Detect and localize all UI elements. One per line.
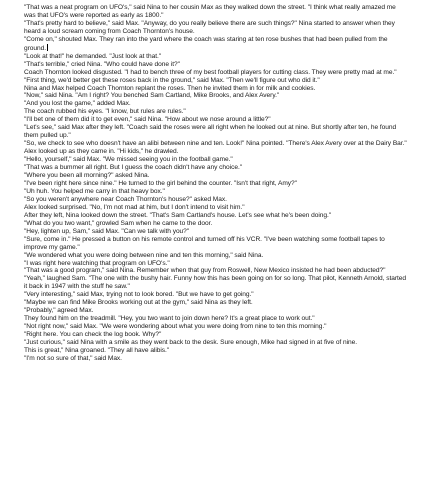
paragraph-26: "Sure, come in." He pressed a button on his remote control and turned off his VCR. "I've been watching some football tapes to improve my game." xyxy=(24,235,385,251)
paragraph-2: "That's pretty hard to believe," said Max. "Anyway, do you really believe there are such things?" Nina started to answer when they heard a loud scream coming from Coach Thornton's house. xyxy=(24,19,395,35)
paragraph-28: "I was right here watching that program on UFO's." xyxy=(24,259,170,267)
paragraph-31: "Very interesting," said Max, trying not to look bored. "But we have to get going." xyxy=(24,291,254,299)
paragraph-15: Alex looked up as they came in. "Hi kids," he drawled. xyxy=(24,148,179,156)
paragraph-3 xyxy=(24,36,408,53)
paragraph-20: "Uh huh. You helped me carry in that heavy box." xyxy=(24,187,165,195)
paragraph-5: "That's terrible," cried Nina. "Who could have done it?" xyxy=(24,60,180,68)
paragraph-33: "Probably," agreed Max. xyxy=(24,307,94,315)
paragraph-35: "Not right now," said Max. "We were wondering about what you were doing from nine to ten this morning." xyxy=(24,323,327,331)
paragraph-3-text: "Come on," shouted Max. They ran into the yard where the coach was staring at ten rose bushes that had been pulled from the ground. xyxy=(24,35,388,52)
paragraph-36: "Right here. You can check the log book. Why?" xyxy=(24,331,162,339)
paragraph-22: Alex looked surprised. "No, I'm not mad at him, but I don't intend to visit him." xyxy=(24,203,245,211)
paragraph-25: "Hey, lighten up, Sam," said Max. "Can we talk with you?" xyxy=(24,227,190,235)
paragraph-30: "Yeah," laughed Sam. "The one with the bushy hair. Funny how this has been going on for so long. That pilot, Kenneth Arnold, started it back in 1947 with the stuff he saw." xyxy=(24,275,407,291)
text-cursor xyxy=(47,44,48,51)
paragraph-17: "That was a bummer all right. But I guess the coach didn't have any choice." xyxy=(24,164,243,172)
paragraph-19: "I've been right here since nine." He turned to the girl behind the counter. "Isn't that right, Amy?" xyxy=(24,179,297,187)
paragraph-21: "So you weren't anywhere near Coach Thornton's house?" asked Max. xyxy=(24,195,227,203)
paragraph-1: "That was a neat program on UFO's," said Nina to her cousin Max as they walked down the street. "I think what really amazed me was that UFO's were reported as early as 1800." xyxy=(24,4,396,19)
paragraph-9: "Now," said Nina. "Am I right? You benched Sam Cartland, Mike Brooks, and Alex Avery." xyxy=(24,92,280,100)
paragraph-11: The coach rubbed his eyes. "I know, but rules are rules." xyxy=(24,108,186,116)
paragraph-34: They found him on the treadmill. "Hey, you two want to join down here? It's a great place to work out." xyxy=(24,315,315,323)
paragraph-8: Nina and Max helped Coach Thornton replant the roses. Then he invited them in for milk and cookies. xyxy=(24,84,316,92)
paragraph-27: "We wondered what you were doing between nine and ten this morning," said Nina. xyxy=(24,251,264,259)
paragraph-16: "Hello, yourself," said Max. "We missed seeing you in the football game." xyxy=(24,156,233,164)
paragraph-18: "Where you been all morning?" asked Nina. xyxy=(24,172,150,180)
paragraph-38: This is great," Nina groaned. "They all have alibis." xyxy=(24,346,170,354)
paragraph-23: After they left, Nina looked down the street. "That's Sam Cartland's house. Let's see what he's been doing." xyxy=(24,211,332,219)
paragraph-24: "What do you two want," growled Sam when he came to the door. xyxy=(24,219,213,227)
paragraph-4: "Look at that!" he demanded. "Just look at that." xyxy=(24,52,162,60)
paragraph-10: "And you lost the game," added Max. xyxy=(24,100,131,108)
paragraph-7: "First thing, we'd better get these roses back in the ground," said Max. "Then we'll figure out who did it." xyxy=(24,76,320,84)
paragraph-39: "I'm not so sure of that," said Max. xyxy=(24,354,122,362)
paragraph-6: Coach Thornton looked disgusted. "I had to bench three of my best football players for cutting class. They were pretty mad at me." xyxy=(24,68,397,76)
story-document[interactable] xyxy=(24,4,408,363)
paragraph-12: "I'll bet one of them did it to get even," said Nina. "How about we nose around a little?" xyxy=(24,116,271,124)
paragraph-37: "Just curious," said Nina with a smile as they went back to the desk. Sure enough, Mike had signed in at five of nine. xyxy=(24,339,358,347)
paragraph-13: "Let's see," said Max after they left. "Coach said the roses were all right when he looked out at nine. But shortly after ten, he found them pulled up." xyxy=(24,124,397,140)
paragraph-14: "So, we check to see who doesn't have an alibi between nine and ten. Look!" Nina pointed. "There's Alex Avery over at the Dairy Bar." xyxy=(24,140,407,148)
paragraph-32: "Maybe we can find Mike Brooks working out at the gym," said Nina as they left. xyxy=(24,299,253,307)
paragraph-29: "That was a good program," said Nina. Remember when that guy from Roswell, New Mexico insisted he had been abducted?" xyxy=(24,267,386,275)
